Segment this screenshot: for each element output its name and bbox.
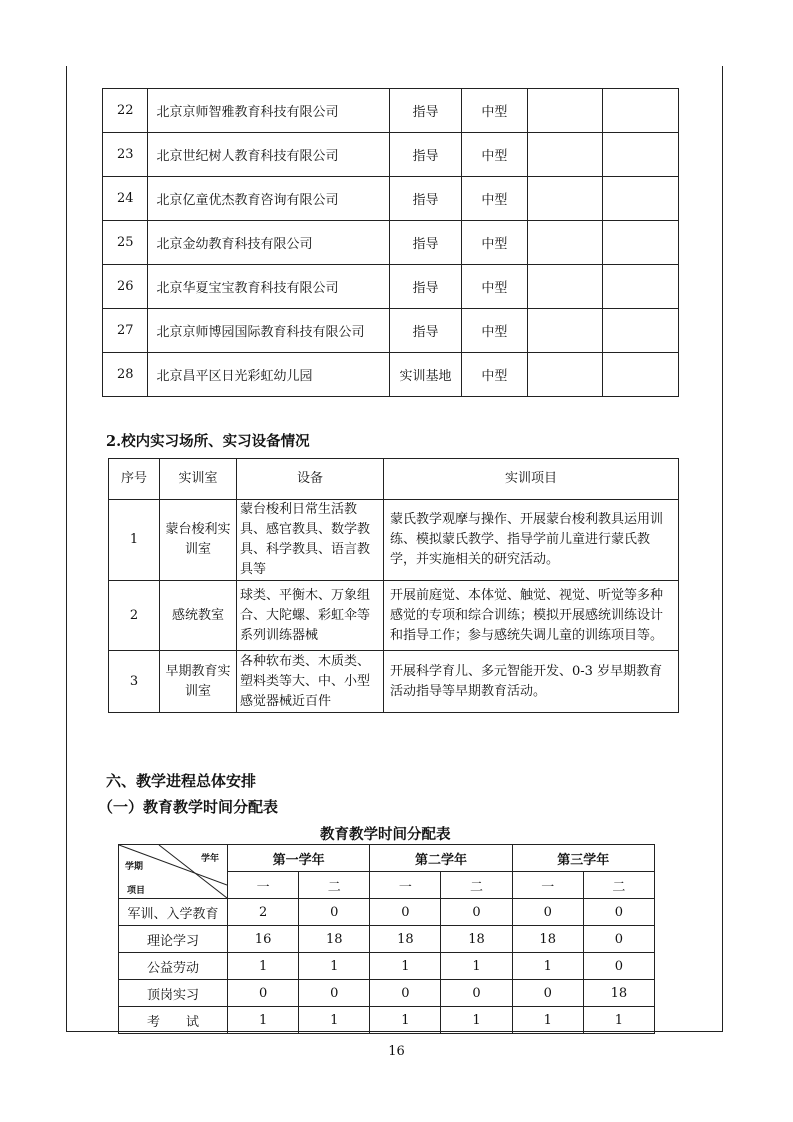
section-6-heading: 六、教学进程总体安排 [106, 772, 257, 790]
empty-cell [527, 265, 603, 309]
corner-year-label: 学年 [201, 854, 220, 864]
empty-cell [603, 265, 679, 309]
header-equipment: 设备 [237, 459, 384, 500]
partner-name: 北京京师智雅教育科技有限公司 [148, 89, 390, 133]
value-cell: 0 [441, 980, 512, 1007]
empty-cell [603, 133, 679, 177]
value-cell: 0 [299, 980, 370, 1007]
facility-no: 3 [109, 651, 160, 713]
partner-scale: 中型 [461, 89, 527, 133]
empty-cell [527, 309, 603, 353]
value-cell: 0 [228, 980, 299, 1007]
semester-header: 二 [583, 872, 654, 899]
partner-scale: 中型 [461, 177, 527, 221]
value-cell: 1 [299, 1007, 370, 1034]
empty-cell [527, 353, 603, 397]
partner-name: 北京京师博园国际教育科技有限公司 [148, 309, 390, 353]
table-row [103, 133, 679, 177]
partner-no: 28 [103, 353, 148, 397]
partner-no: 22 [103, 89, 148, 133]
value-cell: 1 [299, 953, 370, 980]
table-row [103, 265, 679, 309]
table-row [103, 309, 679, 353]
table-row [119, 953, 655, 980]
facilities-table [108, 458, 679, 713]
table-caption: 教育教学时间分配表 [320, 826, 451, 843]
empty-cell [603, 309, 679, 353]
value-cell: 0 [512, 980, 583, 1007]
row-label: 公益劳动 [119, 953, 228, 980]
partner-type: 指导 [390, 221, 462, 265]
facility-room: 早期教育实训室 [160, 651, 237, 713]
table-row [109, 651, 679, 713]
subsection-heading: （一）教育教学时间分配表 [98, 798, 279, 816]
semester-header: 二 [441, 872, 512, 899]
facility-projects: 蒙氏教学观摩与操作、开展蒙台梭利教具运用训练、模拟蒙氏教学、指导学前儿童进行蒙氏教学，并实施相关的研究活动。 [384, 500, 679, 581]
value-cell: 1 [512, 953, 583, 980]
partner-type: 指导 [390, 309, 462, 353]
empty-cell [603, 221, 679, 265]
value-cell: 0 [370, 980, 441, 1007]
semester-header: 一 [228, 872, 299, 899]
empty-cell [527, 221, 603, 265]
value-cell: 0 [583, 953, 654, 980]
empty-cell [603, 177, 679, 221]
partner-name: 北京世纪树人教育科技有限公司 [148, 133, 390, 177]
table-row [103, 353, 679, 397]
year-3-header: 第三学年 [512, 845, 654, 872]
table-row [103, 177, 679, 221]
value-cell: 1 [370, 953, 441, 980]
value-cell: 18 [441, 926, 512, 953]
year-1-header: 第一学年 [228, 845, 370, 872]
facility-projects: 开展前庭觉、本体觉、触觉、视觉、听觉等多种感觉的专项和综合训练；模拟开展感统训练设计和指导工作；参与感统失调儿童的训练项目等。 [384, 581, 679, 651]
partner-name: 北京华夏宝宝教育科技有限公司 [148, 265, 390, 309]
semester-header: 一 [370, 872, 441, 899]
value-cell: 0 [370, 899, 441, 926]
partner-scale: 中型 [461, 353, 527, 397]
value-cell: 0 [512, 899, 583, 926]
value-cell: 1 [228, 953, 299, 980]
value-cell: 18 [299, 926, 370, 953]
partner-no: 25 [103, 221, 148, 265]
empty-cell [527, 89, 603, 133]
year-2-header: 第二学年 [370, 845, 512, 872]
row-label: 考 试 [119, 1007, 228, 1034]
corner-cell [119, 845, 228, 899]
partner-no: 24 [103, 177, 148, 221]
header-room: 实训室 [160, 459, 237, 500]
partner-scale: 中型 [461, 221, 527, 265]
header-projects: 实训项目 [384, 459, 679, 500]
value-cell: 18 [370, 926, 441, 953]
partner-name: 北京亿童优杰教育咨询有限公司 [148, 177, 390, 221]
facility-equipment: 各种软布类、木质类、塑料类等大、中、小型感觉器械近百件 [237, 651, 384, 713]
partner-name: 北京昌平区日光彩虹幼儿园 [148, 353, 390, 397]
partner-no: 27 [103, 309, 148, 353]
value-cell: 1 [441, 953, 512, 980]
value-cell: 18 [583, 980, 654, 1007]
facility-equipment: 蒙台梭利日常生活教具、感官教具、数学教具、科学教具、语言教具等 [237, 500, 384, 581]
value-cell: 0 [583, 926, 654, 953]
facility-room: 感统教室 [160, 581, 237, 651]
empty-cell [527, 177, 603, 221]
header-no: 序号 [109, 459, 160, 500]
value-cell: 1 [583, 1007, 654, 1034]
corner-semester-label: 学期 [125, 862, 144, 872]
value-cell: 1 [228, 1007, 299, 1034]
row-label: 顶岗实习 [119, 980, 228, 1007]
table-row [119, 926, 655, 953]
corner-item-label: 项目 [127, 886, 146, 896]
facility-no: 2 [109, 581, 160, 651]
value-cell: 18 [512, 926, 583, 953]
partner-scale: 中型 [461, 133, 527, 177]
table-row [103, 221, 679, 265]
section-2-heading: 2.校内实习场所、实习设备情况 [106, 433, 310, 450]
empty-cell [527, 133, 603, 177]
partner-scale: 中型 [461, 309, 527, 353]
partner-no: 23 [103, 133, 148, 177]
table-row [103, 89, 679, 133]
table-row [119, 980, 655, 1007]
row-label: 军训、入学教育 [119, 899, 228, 926]
value-cell: 1 [441, 1007, 512, 1034]
value-cell: 0 [441, 899, 512, 926]
semester-header: 一 [512, 872, 583, 899]
partner-type: 指导 [390, 265, 462, 309]
partner-type: 实训基地 [390, 353, 462, 397]
partner-institutions-table [102, 88, 679, 397]
value-cell: 2 [228, 899, 299, 926]
partner-type: 指导 [390, 133, 462, 177]
time-allocation-table [118, 844, 655, 1034]
facility-projects: 开展科学育儿、多元智能开发、0-3 岁早期教育活动指导等早期教育活动。 [384, 651, 679, 713]
value-cell: 1 [512, 1007, 583, 1034]
value-cell: 0 [583, 899, 654, 926]
facility-no: 1 [109, 500, 160, 581]
row-label: 理论学习 [119, 926, 228, 953]
partner-name: 北京金幼教育科技有限公司 [148, 221, 390, 265]
value-cell: 0 [299, 899, 370, 926]
partner-type: 指导 [390, 177, 462, 221]
facility-room: 蒙台梭利实训室 [160, 500, 237, 581]
partner-scale: 中型 [461, 265, 527, 309]
value-cell: 1 [370, 1007, 441, 1034]
semester-header: 二 [299, 872, 370, 899]
empty-cell [603, 89, 679, 133]
table-row [109, 581, 679, 651]
table-row [119, 899, 655, 926]
empty-cell [603, 353, 679, 397]
table-row [109, 500, 679, 581]
value-cell: 16 [228, 926, 299, 953]
partner-type: 指导 [390, 89, 462, 133]
page-number: 16 [388, 1044, 405, 1059]
facility-equipment: 球类、平衡木、万象组合、大陀螺、彩虹伞等系列训练器械 [237, 581, 384, 651]
table-row [119, 1007, 655, 1034]
partner-no: 26 [103, 265, 148, 309]
